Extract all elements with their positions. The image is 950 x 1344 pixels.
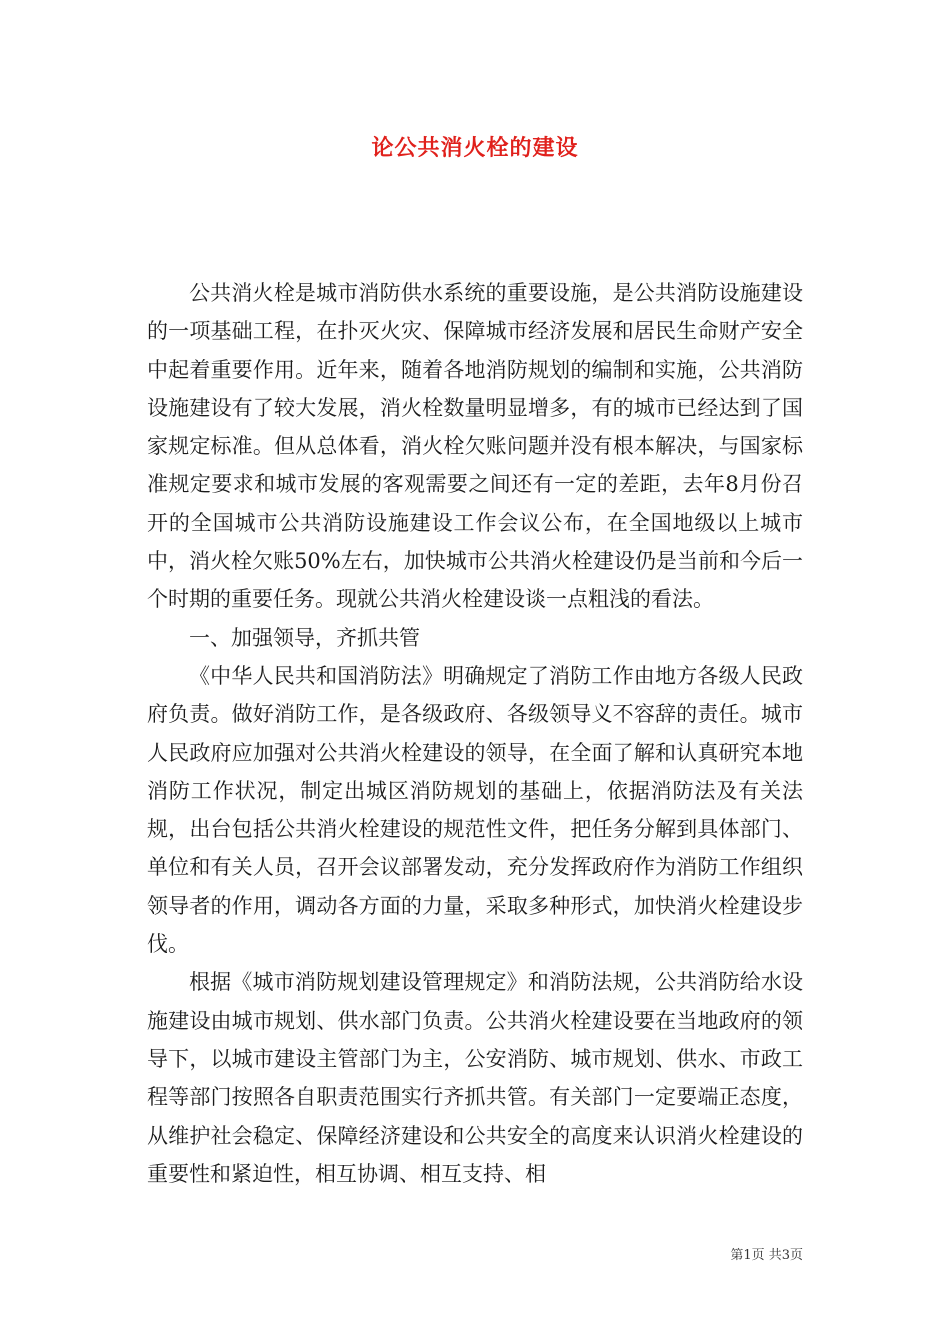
paragraph-leadership: 《中华人民共和国消防法》明确规定了消防工作由地方各级人民政府负责。做好消防工作，是各级政府、各级领导义不容辞的责任。城市人民政府应加强对公共消火栓建设的领导，在全面了解和认真研究本地消防工作状况，制定出城区消防规划的基础上，依据消防法及有关法规，出台包括公共消火栓建设的规范性文件，把任务分解到具体部门、单位和有关人员，召开会议部署发动，充分发挥政府作为消防工作组织领导者的作用，调动各方面的力量，采取多种形式，加快消火栓建设步伐。 <box>147 663 803 957</box>
paragraph-regulations: 根据《城市消防规划建设管理规定》和消防法规，公共消防给水设施建设由城市规划、供水部门负责。公共消火栓建设要在当地政府的领导下，以城市建设主管部门为主，公安消防、城市规划、供水、市政工程等部门按照各自职责范围实行齐抓共管。有关部门一定要端正态度，从维护社会稳定、保障经济建设和公共安全的高度来认识消火栓建设的重要性和紧迫性，相互协调、相互支持、相 <box>147 970 803 1186</box>
document-title: 论公共消火栓的建设 <box>371 135 579 161</box>
document-body <box>147 274 803 1193</box>
paragraph-intro: 公共消火栓是城市消防供水系统的重要设施，是公共消防设施建设的一项基础工程，在扑灭火灾、保障城市经济发展和居民生命财产安全中起着重要作用。近年来，随着各地消防规划的编制和实施，公共消防设施建设有了较大发展，消火栓数量明显增多，有的城市已经达到了国家规定标准。但从总体看，消火栓欠账问题并没有根本解决，与国家标准规定要求和城市发展的客观需要之间还有一定的差距，去年8月份召开的全国城市公共消防设施建设工作会议公布，在全国地级以上城市中，消火栓欠账50%左右，加快城市公共消火栓建设仍是当前和今后一个时期的重要任务。现就公共消火栓建设谈一点粗浅的看法。 <box>147 281 803 612</box>
page-number-footer: 第1页 共3页 <box>730 1248 803 1263</box>
section-heading: 一、加强领导，齐抓共管 <box>189 625 420 650</box>
